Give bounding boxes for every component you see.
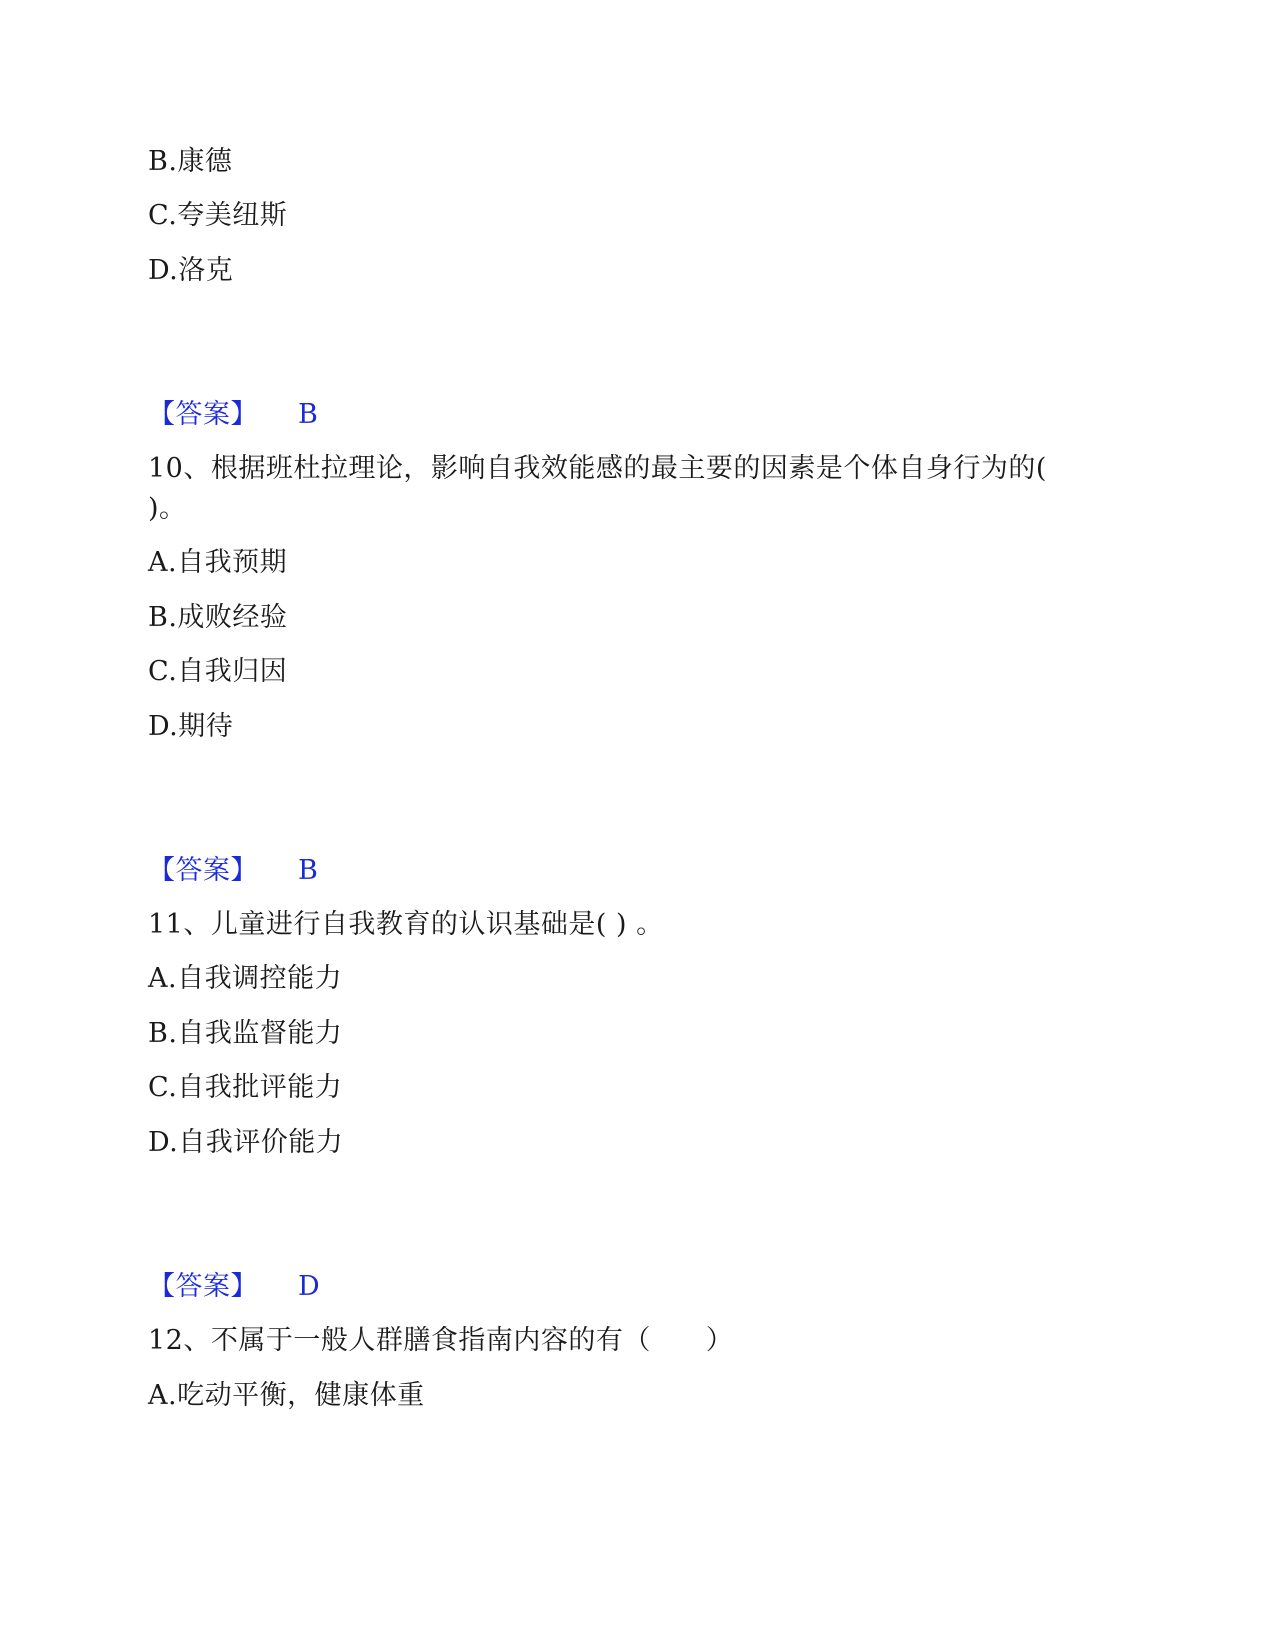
question-11-stem: 11、儿童进行自我教育的认识基础是( ) 。 — [148, 909, 664, 940]
option-c: C.自我归因 — [148, 656, 288, 687]
option-a: A.自我预期 — [148, 547, 288, 578]
answer-line — [148, 398, 318, 432]
answer-value: B — [298, 399, 319, 430]
question-10-stem: 10、根据班杜拉理论，影响自我效能感的最主要的因素是个体自身行为的( — [148, 453, 1047, 484]
option-c: C.夸美纽斯 — [148, 200, 288, 231]
option-d: D.期待 — [148, 711, 234, 742]
answer-value: B — [298, 855, 319, 886]
option-d: D.洛克 — [148, 255, 234, 286]
answer-label: 【答案】 — [148, 399, 258, 430]
option-b: B.自我监督能力 — [148, 1018, 343, 1049]
option-b: B.康德 — [148, 146, 233, 177]
answer-label: 【答案】 — [148, 855, 258, 886]
option-a: A.自我调控能力 — [148, 963, 343, 994]
question-10-stem-continued: )。 — [148, 493, 187, 524]
option-c: C.自我批评能力 — [148, 1072, 343, 1103]
answer-label: 【答案】 — [148, 1271, 258, 1302]
answer-line — [148, 1270, 320, 1304]
question-12-stem: 12、不属于一般人群膳食指南内容的有（ ） — [148, 1325, 734, 1356]
answer-line — [148, 854, 318, 888]
option-a: A.吃动平衡，健康体重 — [148, 1380, 425, 1411]
answer-value: D — [298, 1271, 321, 1302]
option-d: D.自我评价能力 — [148, 1127, 344, 1158]
option-b: B.成败经验 — [148, 602, 288, 633]
